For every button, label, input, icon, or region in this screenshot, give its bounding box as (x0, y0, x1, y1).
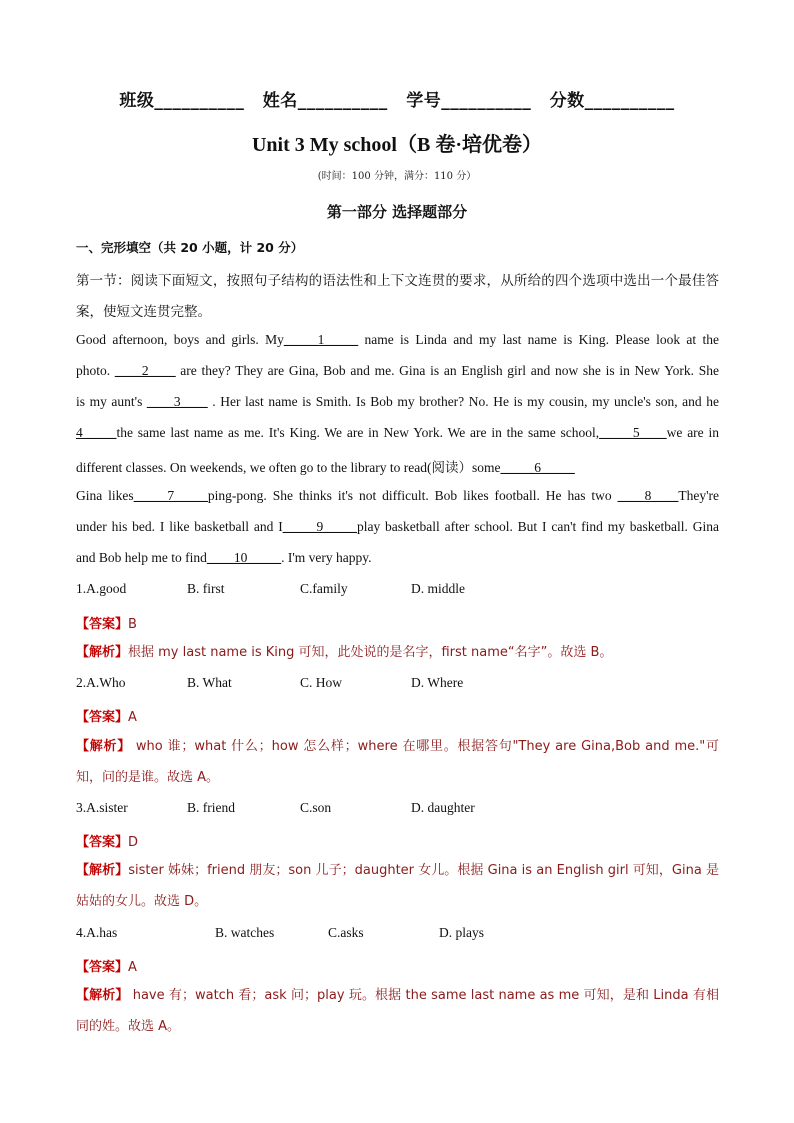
blank-7: _____7_____ (133, 488, 208, 503)
class-field: 班级__________ (119, 91, 245, 111)
explanation-4: 【解析】 have 有；watch 看；ask 问；play 玩。根据 the same last name as me 可知，是和 Linda 有相同的姓。故选 A。 (76, 988, 719, 1034)
explanation-1: 【解析】根据 my last name is King 可知，此处说的是名字，first name“名字”。故选 B。 (76, 645, 613, 660)
blank-5: _____5____ (599, 425, 667, 440)
passage-line: Good afternoon, boys and girls. My_____1_____ name is Linda and my last name is King. Please look at the (76, 332, 719, 347)
blank-1: _____1_____ (283, 332, 359, 347)
option-d: D. middle (411, 581, 465, 596)
answer-1: 【答案】B (76, 617, 137, 632)
answer-3: 【答案】D (76, 835, 139, 850)
name-field: 姓名__________ (262, 91, 388, 111)
explanation-2: 【解析】 who 谁；what 什么；how 怎么样；where 在哪里。根据答句"They are Gina,Bob and me."可知，问的是谁。故选 A。 (76, 739, 719, 785)
option-a: 1.A.good (76, 581, 127, 596)
option-d: D. plays (439, 925, 484, 940)
blank-8: ____8____ (617, 488, 679, 503)
score-field: 分数__________ (549, 91, 675, 111)
part-title: 第一部分 选择题部分 (326, 203, 468, 221)
option-a: 3.A.sister (76, 800, 128, 815)
option-d: D. Where (411, 675, 464, 690)
passage-line: Gina likes_____7_____ping-pong. She thinks it's not difficult. Bob likes football. He has two ____8____They're (76, 488, 719, 503)
blank-10: ____10_____ (206, 550, 282, 565)
answer-4: 【答案】A (76, 960, 137, 975)
instruction-text: 第一节：阅读下面短文，按照句子结构的语法性和上下文连贯的要求，从所给的四个选项中选出一个最佳答案，使短文连贯完整。 (76, 273, 719, 320)
page-title: Unit 3 My school（B 卷·培优卷） (251, 134, 542, 156)
page-subtitle: (时间：100 分钟，满分：110 分） (317, 171, 477, 182)
option-b: B. watches (215, 925, 275, 940)
option-a: 2.A.Who (76, 675, 126, 690)
blank-6: _____6_____ (500, 460, 575, 475)
passage-line: and Bob help me to find____10_____. I'm very happy. (76, 550, 372, 565)
student-info-line (0, 86, 794, 111)
explanation-3: 【解析】sister 姊妹；friend 朋友；son 儿子；daughter 女儿。根据 Gina is an English girl 可知，Gina 是姑姑的女儿。故选 D。 (76, 863, 719, 909)
option-c: C.son (300, 800, 332, 815)
passage-line: 4_____the same last name as me. It's King. We are in New York. We are in the same school,_____5____we are in (76, 425, 719, 440)
answer-2: 【答案】A (76, 710, 137, 725)
blank-9: _____9_____ (282, 519, 357, 534)
blank-2: ____2____ (114, 363, 176, 378)
option-b: B. friend (187, 800, 235, 815)
passage-line: photo. ____2____ are they? They are Gina, Bob and me. Gina is an English girl and now she is in New York. She (76, 363, 719, 378)
option-c: C.asks (328, 925, 364, 940)
blank-3: ____3____ (146, 394, 208, 409)
section-title: 一、完形填空（共 20 小题，计 20 分） (76, 240, 304, 255)
option-c: C. How (300, 675, 343, 690)
passage-line: under his bed. I like basketball and I_____9_____play basketball after school. But I can't find my basketball. Gina (76, 519, 719, 534)
passage-line: different classes. On weekends, we often go to the library to read(阅读）some_____6_____ (76, 460, 575, 475)
option-b: B. What (187, 675, 232, 690)
option-a: 4.A.has (76, 925, 118, 940)
option-c: C.family (300, 581, 348, 596)
passage-line: is my aunt's ____3____ . Her last name is Smith. Is Bob my brother? No. He is my cousin, my uncle's son, and he (76, 394, 719, 409)
student-id-field: 学号__________ (406, 91, 532, 111)
option-b: B. first (187, 581, 225, 596)
blank-4: 4_____ (76, 425, 117, 440)
option-d: D. daughter (411, 800, 475, 815)
